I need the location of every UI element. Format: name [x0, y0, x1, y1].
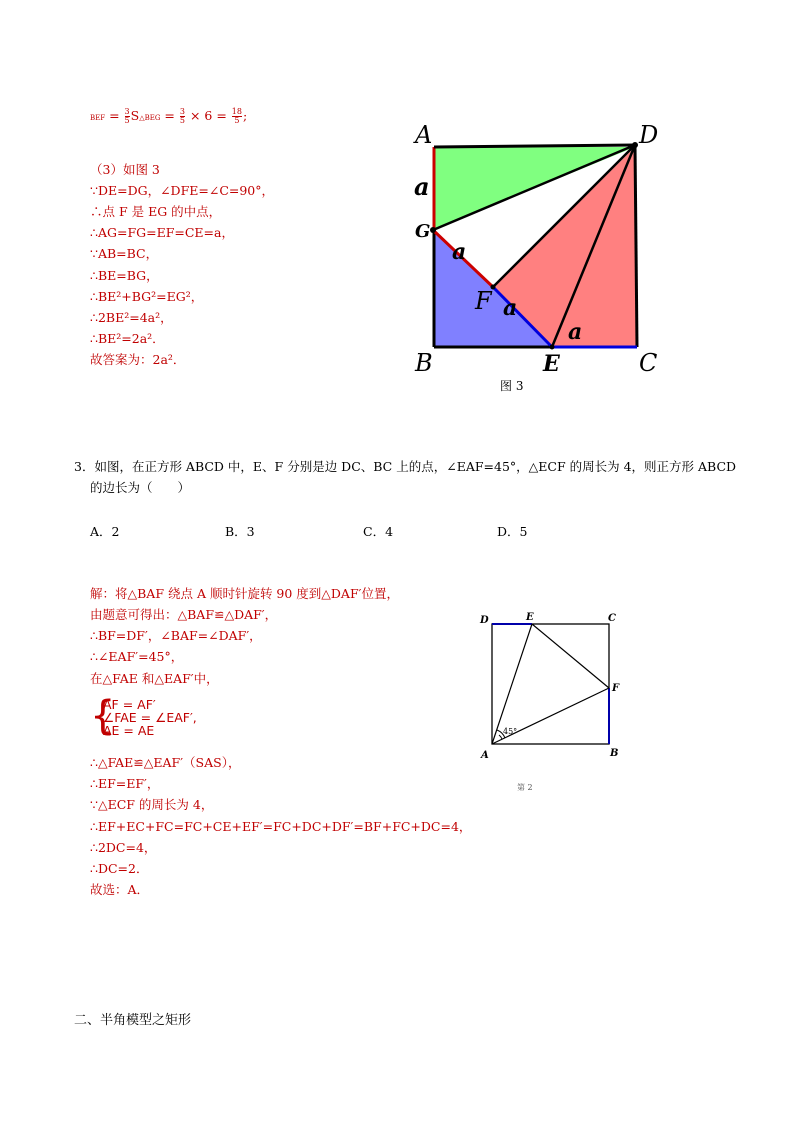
part3-line: ∴AG=FG=EF=CE=a，	[90, 225, 234, 240]
figure-2	[475, 608, 625, 793]
part3-line: ∵AB=BC，	[90, 246, 159, 261]
solution-line: 解：将△BAF 绕点 A 顺时针旋转 90 度到△DAF′位置，	[90, 586, 399, 601]
part3-line: ∴BE=BG，	[90, 268, 159, 283]
point-g	[430, 227, 436, 233]
part3-line: ∴BE²+BG²=EG²，	[90, 289, 204, 304]
square-abcd	[492, 624, 609, 744]
label-b: B	[610, 748, 619, 759]
label-a-side: a	[503, 295, 518, 321]
solution-line: ∴△FAE≌△EAF′（SAS），	[90, 755, 241, 770]
label-a-side: a	[452, 239, 467, 265]
solution-line: ∴2DC=4，	[90, 840, 157, 855]
label-d: D	[639, 121, 659, 149]
figure-caption: 图 3	[500, 379, 524, 393]
segment-ae	[492, 624, 532, 744]
part3-line: 故答案为：2a²．	[90, 352, 186, 367]
question-3-line1: 3．如图，在正方形 ABCD 中，E、F 分别是边 DC、BC 上的点，∠EAF=45°，△ECF 的周长为 4，则正方形 ABCD	[74, 459, 737, 474]
part3-line: ∴2BE²=4a²，	[90, 310, 173, 325]
part3-heading: （3）如图 3	[90, 162, 160, 177]
solution-line: 在△FAE 和△EAF′中，	[90, 671, 219, 686]
solution-line: ∴∠EAF′=45°，	[90, 649, 184, 664]
top-formula: BEF = $\frac{3}{5}$ S△BEG = $\frac{3}{5}$ × 6 = $\frac{18}{5}$ ;	[90, 107, 248, 125]
edge-ad	[434, 145, 635, 147]
solution-line: 故选：A．	[90, 882, 150, 897]
label-c: C	[608, 613, 616, 624]
fraction-18-5: $\frac{18}{5}$	[231, 107, 242, 125]
point-d	[632, 142, 638, 148]
fraction-3-5: $\frac{3}{5}$	[124, 107, 130, 125]
point-e	[550, 345, 555, 350]
label-e: E	[543, 351, 560, 377]
formula-prefix: BEF	[90, 114, 106, 122]
option-c: C．4	[363, 524, 394, 539]
figure-3	[405, 115, 675, 400]
part3-line: ∵DE=DG，∠DFE=∠C=90°，	[90, 183, 275, 198]
option-a: A．2	[90, 524, 120, 539]
solution-line: ∵△ECF 的周长为 4，	[90, 797, 214, 812]
label-e: E	[526, 612, 534, 623]
figure-caption: 第 2	[517, 783, 533, 792]
system-brace: {	[90, 693, 116, 739]
question-3-line2: 的边长为（ ）	[90, 480, 191, 495]
system-line: AF = AF′	[103, 697, 156, 712]
angle-label: 45°	[503, 727, 518, 736]
segment-ef	[532, 624, 609, 688]
label-d: D	[480, 615, 489, 626]
solution-line: ∴DC=2．	[90, 861, 149, 876]
label-a-side: a	[568, 319, 583, 345]
edge-dc	[635, 145, 637, 347]
label-a: A	[415, 121, 433, 149]
label-f: F	[612, 683, 620, 694]
fraction-3-5-b: $\frac{3}{5}$	[179, 107, 185, 125]
section-title: 二、半角模型之矩形	[74, 1013, 192, 1028]
solution-line: ∴BF=DF′，∠BAF=∠DAF′，	[90, 628, 262, 643]
part3-line: ∴BE²=2a²．	[90, 331, 165, 346]
solution-line: ∴EF+EC+FC=FC+CE+EF′=FC+DC+DF′=BF+FC+DC=4，	[90, 819, 472, 834]
angle-mark-inner	[499, 735, 502, 739]
label-f: F	[475, 287, 492, 315]
label-c: C	[639, 349, 658, 377]
option-b: B．3	[225, 524, 255, 539]
label-a: A	[481, 750, 489, 761]
solution-line: 由题意可得出：△BAF≌△DAF′，	[90, 607, 278, 622]
label-b: B	[415, 349, 433, 377]
label-a-side: a	[414, 172, 430, 201]
label-g: G	[415, 221, 431, 242]
option-d: D．5	[497, 524, 528, 539]
system-line: ∠FAE = ∠EAF′,	[103, 710, 197, 725]
system-line: AE = AE	[103, 723, 155, 738]
part3-line: ∴点 F 是 EG 的中点，	[90, 204, 222, 219]
solution-line: ∴EF=EF′，	[90, 776, 160, 791]
